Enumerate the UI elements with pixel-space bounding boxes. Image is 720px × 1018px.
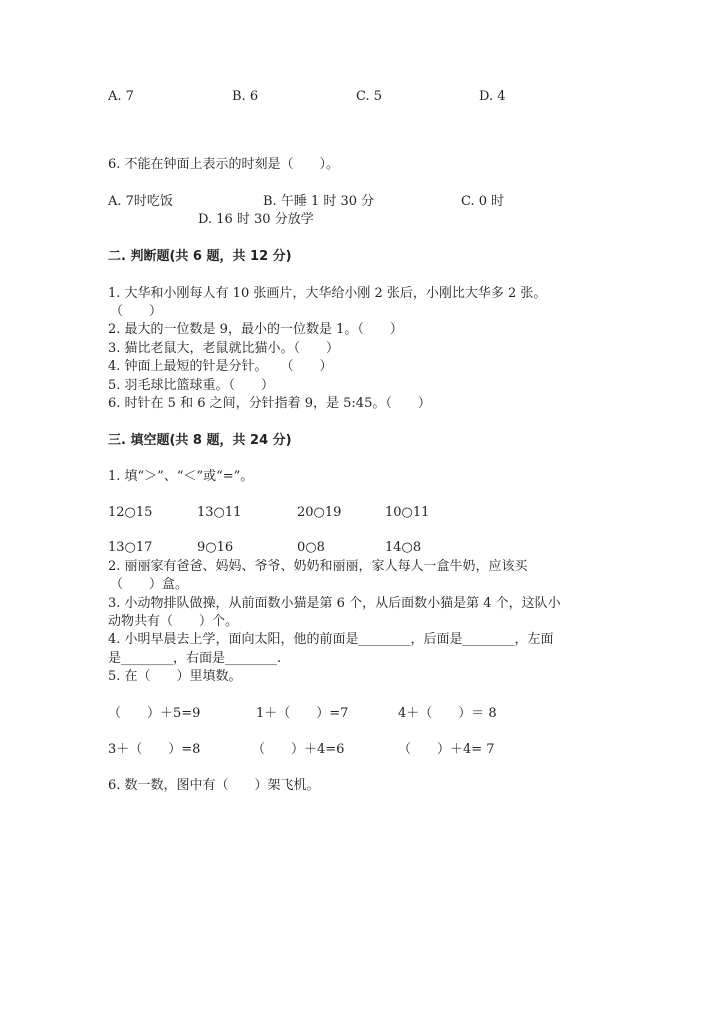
q6-option-c: C. 0 时 — [461, 194, 505, 209]
fill-q5: 5. 在（ ）里填数。 — [108, 669, 242, 684]
fill-q3-line2: 动物共有（ ）个。 — [108, 614, 239, 629]
compare-item: 9○16 — [197, 540, 234, 555]
q5-option-b: B. 6 — [232, 89, 259, 104]
fill-item: （ ）＋4=6 — [252, 742, 345, 757]
q6-option-b: B. 午睡 1 时 30 分 — [263, 194, 375, 209]
fill-q4-line2: 是________，右面是________. — [108, 651, 282, 666]
q6-option-a: A. 7时吃饭 — [108, 194, 173, 209]
compare-item: 13○17 — [108, 540, 153, 555]
fill-item: （ ）＋4= 7 — [398, 742, 495, 757]
compare-item: 0○8 — [297, 540, 325, 555]
compare-item: 14○8 — [385, 540, 422, 555]
judge-item-4: 4. 钟面上最短的针是分针。 （ ） — [108, 359, 333, 374]
fill-q1: 1. 填“＞”、“＜”或“=”。 — [108, 469, 254, 484]
judge-item-6: 6. 时针在 5 和 6 之间，分针指着 9，是 5:45。（ ） — [108, 396, 431, 411]
compare-item: 13○11 — [197, 505, 242, 520]
fill-item: （ ）＋5=9 — [108, 706, 201, 721]
fill-q6: 6. 数一数，图中有（ ）架飞机。 — [108, 778, 320, 793]
fill-q4-line1: 4. 小明早晨去上学，面向太阳，他的前面是________，后面是________，左面 — [108, 632, 554, 647]
judge-item-1: 1. 大华和小刚每人有 10 张画片，大华给小刚 2 张后，小刚比大华多 2 张。 — [108, 286, 547, 301]
judge-item-2: 2. 最大的一位数是 9，最小的一位数是 1。（ ） — [108, 322, 403, 337]
section3-title: 三. 填空题(共 8 题，共 24 分) — [108, 433, 292, 448]
q5-option-d: D. 4 — [479, 89, 506, 104]
compare-item: 12○15 — [108, 505, 153, 520]
fill-item: 1＋（ ）=7 — [256, 706, 349, 721]
fill-item: 3＋（ ）=8 — [108, 742, 201, 757]
judge-item-3: 3. 猫比老鼠大，老鼠就比猫小。（ ） — [108, 341, 340, 356]
fill-q2-line2: （ ）盒。 — [110, 577, 189, 592]
judge-item-5: 5. 羽毛球比篮球重。（ ） — [108, 378, 275, 393]
q6-stem: 6. 不能在钟面上表示的时刻是（ ）。 — [108, 157, 340, 172]
q5-option-c: C. 5 — [356, 89, 383, 104]
q6-option-d: D. 16 时 30 分放学 — [198, 212, 314, 227]
compare-item: 20○19 — [297, 505, 342, 520]
fill-q2-line1: 2. 丽丽家有爸爸、妈妈、爷爷、奶奶和丽丽，家人每人一盒牛奶，应该买 — [108, 559, 528, 574]
fill-q3-line1: 3. 小动物排队做操，从前面数小猫是第 6 个，从后面数小猫是第 4 个，这队小 — [108, 596, 561, 611]
compare-item: 10○11 — [385, 505, 430, 520]
section2-title: 二. 判断题(共 6 题，共 12 分) — [108, 249, 292, 264]
q5-option-a: A. 7 — [108, 89, 134, 104]
fill-item: 4＋（ ）＝ 8 — [398, 706, 497, 721]
judge-item-1-answer: （ ） — [110, 304, 163, 319]
